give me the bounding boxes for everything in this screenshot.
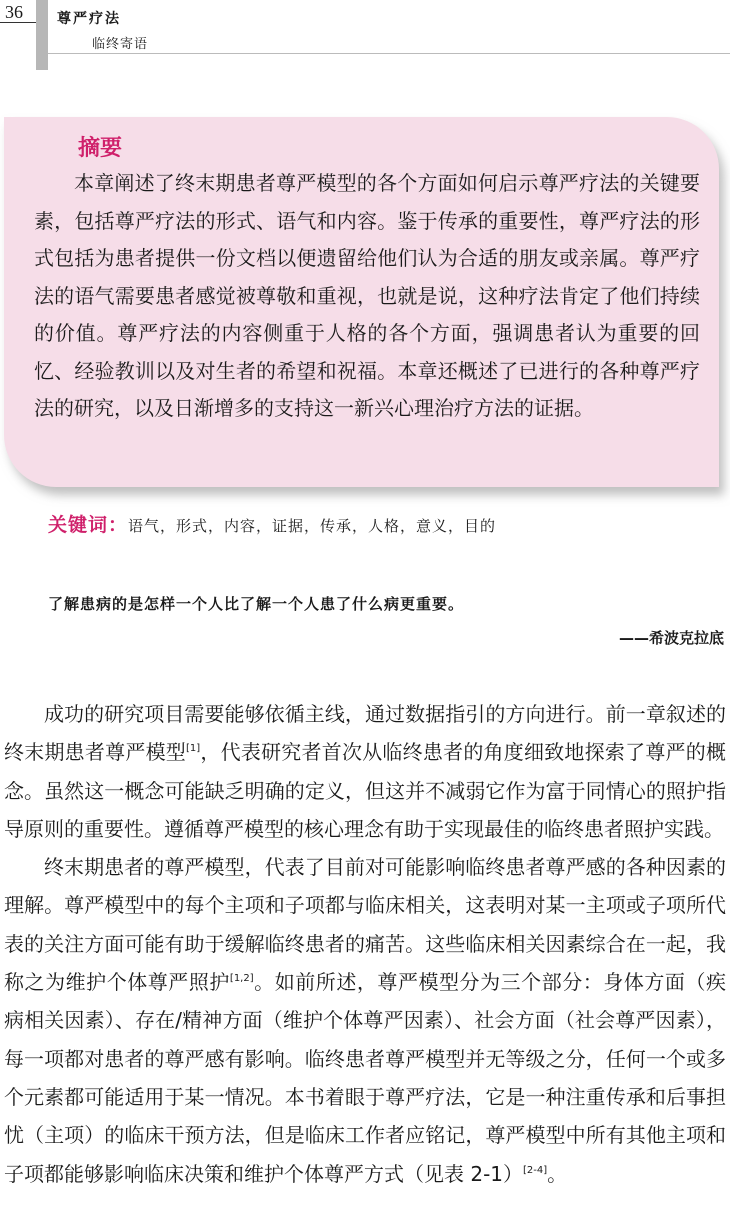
running-title: 尊严疗法 bbox=[57, 11, 121, 27]
abstract-heading: 摘要 bbox=[78, 136, 123, 161]
epigraph-attribution: ——希波克拉底 bbox=[618, 629, 724, 647]
body-paragraph-2 bbox=[4, 848, 726, 1193]
header-grey-bar bbox=[36, 0, 48, 70]
page-number: 36 bbox=[5, 2, 23, 22]
body-p1-part-a: 成功的研究项目需要能够依循主线，通过数据指引的方向进行。前一章叙述的终末期患者尊严模型 bbox=[4, 702, 726, 765]
citation-ref: [2-4] bbox=[523, 1164, 548, 1176]
citation-ref: [1] bbox=[186, 743, 201, 755]
abstract-text: 本章阐述了终末期患者尊严模型的各个方面如何启示尊严疗法的关键要素，包括尊严疗法的形式、语气和内容。鉴于传承的重要性，尊严疗法的形式包括为患者提供一份文档以便遗留给他们认为合适的朋友或亲属。尊严疗法的语气需要患者感觉被尊敬和重视，也就是说，这种疗法肯定了他们持续的价值。尊严疗法的内容侧重于人格的各个方面，强调患者认为重要的回忆、经验教训以及对生者的希望和祝福。本章还概述了已进行的各种尊严疗法的研究，以及日渐增多的支持这一新兴心理治疗方法的证据。 bbox=[34, 171, 700, 420]
abstract-body bbox=[34, 165, 700, 428]
body-p2-part-b: 。如前所述，尊严模型分为三个部分：身体方面（疾病相关因素）、存在/精神方面（维护个体尊严因素）、社会方面（社会尊严因素），每一项都对患者的尊严感有影响。临终患者尊严模型并无等级之分，任何一个或多个元素都可能适用于某一情况。本书着眼于尊严疗法，它是一种注重传承和后事担忧（主项）的临床干预方法，但是临床工作者应铭记，尊严模型中所有其他主项和子项都能够影响临床决策和维护个体尊严方式（见表 2-1） bbox=[4, 970, 727, 1186]
body-p2-part-a: 终末期患者的尊严模型，代表了目前对可能影响临终患者尊严感的各种因素的理解。尊严模型中的每个主项和子项都与临床相关，这表明对某一主项或子项所代表的关注方面可能有助于缓解临终患者的痛苦。这些临床相关因素综合在一起，我称之为维护个体尊严照护 bbox=[4, 855, 726, 995]
body-p2-part-c: 。 bbox=[547, 1161, 568, 1186]
body-p1-part-b: ，代表研究者首次从临终患者的角度细致地探索了尊严的概念。虽然这一概念可能缺乏明确的定义，但这并不减弱它作为富于同情心的照护指导原则的重要性。遵循尊严模型的核心理念有助于实现最佳的临终患者照护实践。 bbox=[4, 740, 727, 841]
keywords-label: 关键词： bbox=[48, 514, 129, 536]
epigraph-quote: 了解患病的是怎样一个人比了解一个人患了什么病更重要。 bbox=[48, 595, 465, 613]
body-paragraph-1 bbox=[4, 695, 726, 848]
header-rule-right bbox=[48, 53, 730, 54]
header-rule-left bbox=[0, 22, 36, 23]
keywords-line bbox=[48, 510, 496, 537]
main-text bbox=[4, 695, 726, 1193]
citation-ref: [1,2] bbox=[229, 973, 254, 985]
keywords-text: 语气，形式，内容，证据，传承，人格，意义，目的 bbox=[128, 517, 497, 535]
running-subtitle: 临终寄语 bbox=[92, 37, 149, 52]
